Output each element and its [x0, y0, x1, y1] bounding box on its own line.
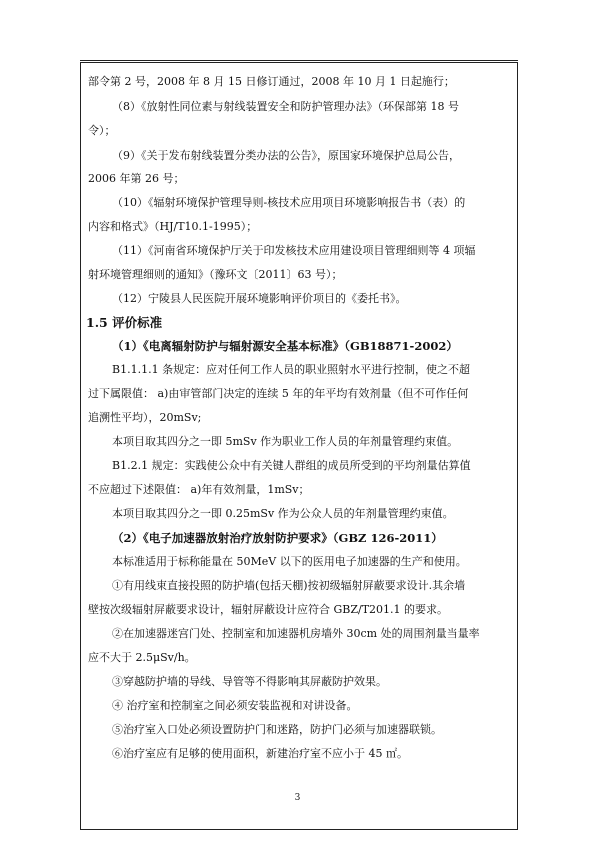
text-line: 本项目取其四分之一即 5mSv 作为职业工作人员的年剂量管理约束值。 — [112, 435, 459, 448]
text-line: 部令第 2 号，2008 年 8 月 15 日修订通过，2008 年 10 月 1 日起施行； — [88, 75, 455, 88]
page-number: 3 — [294, 793, 301, 803]
text-line: B1.1.1.1 条规定：应对任何工作人员的职业照射水平进行控制，使之不超 — [112, 363, 471, 376]
text-line: ③穿越防护墙的导线、导管等不得影响其屏蔽防护效果。 — [112, 675, 387, 688]
text-line: 追溯性平均），20mSv; — [88, 411, 202, 424]
text-line: 令）； — [88, 124, 116, 137]
text-line: （8）《放射性同位素与射线装置安全和防护管理办法》（环保部第 18 号 — [112, 100, 459, 113]
section-heading: 1.5 评价标准 — [86, 315, 163, 330]
subsection-heading: （1）《电离辐射防护与辐射源安全基本标准》（GB18871-2002） — [112, 339, 458, 353]
text-line: （9）《关于发布射线装置分类办法的公告》，原国家环境保护总局公告， — [112, 149, 460, 162]
text-line: 2006 年第 26 号； — [88, 172, 185, 185]
frame-top-rule — [80, 60, 518, 61]
text-line: （10）《辐射环境保护管理导则-核技术应用项目环境影响报告书（表）的 — [112, 196, 466, 209]
text-line: ⑤治疗室入口处必须设置防护门和迷路，防护门必须与加速器联锁。 — [112, 723, 442, 736]
text-line: （12）宁陵县人民医院开展环境影响评价项目的《委托书》。 — [112, 292, 407, 305]
text-line: 不应超过下述限值： a)年有效剂量，1mSv； — [88, 483, 310, 496]
text-line: 内容和格式》（HJ/T10.1-1995）； — [88, 220, 258, 233]
text-line: B1.2.1 规定：实践使公众中有关键人群组的成员所受到的平均剂量估算值 — [112, 459, 471, 472]
text-line: （11）《河南省环境保护厅关于印发核技术应用建设项目管理细则等 4 项辐 — [112, 244, 476, 257]
text-line: ⑥治疗室应有足够的使用面积，新建治疗室不应小于 45 ㎡。 — [112, 747, 408, 760]
text-line: 本标准适用于标称能量在 50MeV 以下的医用电子加速器的生产和使用。 — [112, 555, 467, 568]
text-line: 应不大于 2.5μSv/h。 — [88, 651, 196, 664]
text-line: ②在加速器迷宫门处、控制室和加速器机房墙外 30cm 处的周围剂量当量率 — [112, 627, 480, 640]
subsection-heading: （2）《电子加速器放射治疗放射防护要求》（GBZ 126-2011） — [112, 531, 443, 545]
text-line: ①有用线束直接投照的防护墙(包括天棚)按初级辐射屏蔽要求设计.其余墙 — [112, 579, 466, 592]
text-line: 壁按次级辐射屏蔽要求设计，辐射屏蔽设计应符合 GBZ/T201.1 的要求。 — [88, 603, 449, 616]
text-line: 本项目取其四分之一即 0.25mSv 作为公众人员的年剂量管理约束值。 — [112, 507, 454, 520]
text-line: 过下属限值： a)由审管部门决定的连续 5 年的年平均有效剂量（但不可作任何 — [88, 387, 469, 400]
text-line: 射环境管理细则的通知》（豫环文〔2011〕63 号）； — [88, 268, 343, 281]
text-line: ④ 治疗室和控制室之间必须安装监视和对讲设备。 — [112, 699, 358, 712]
